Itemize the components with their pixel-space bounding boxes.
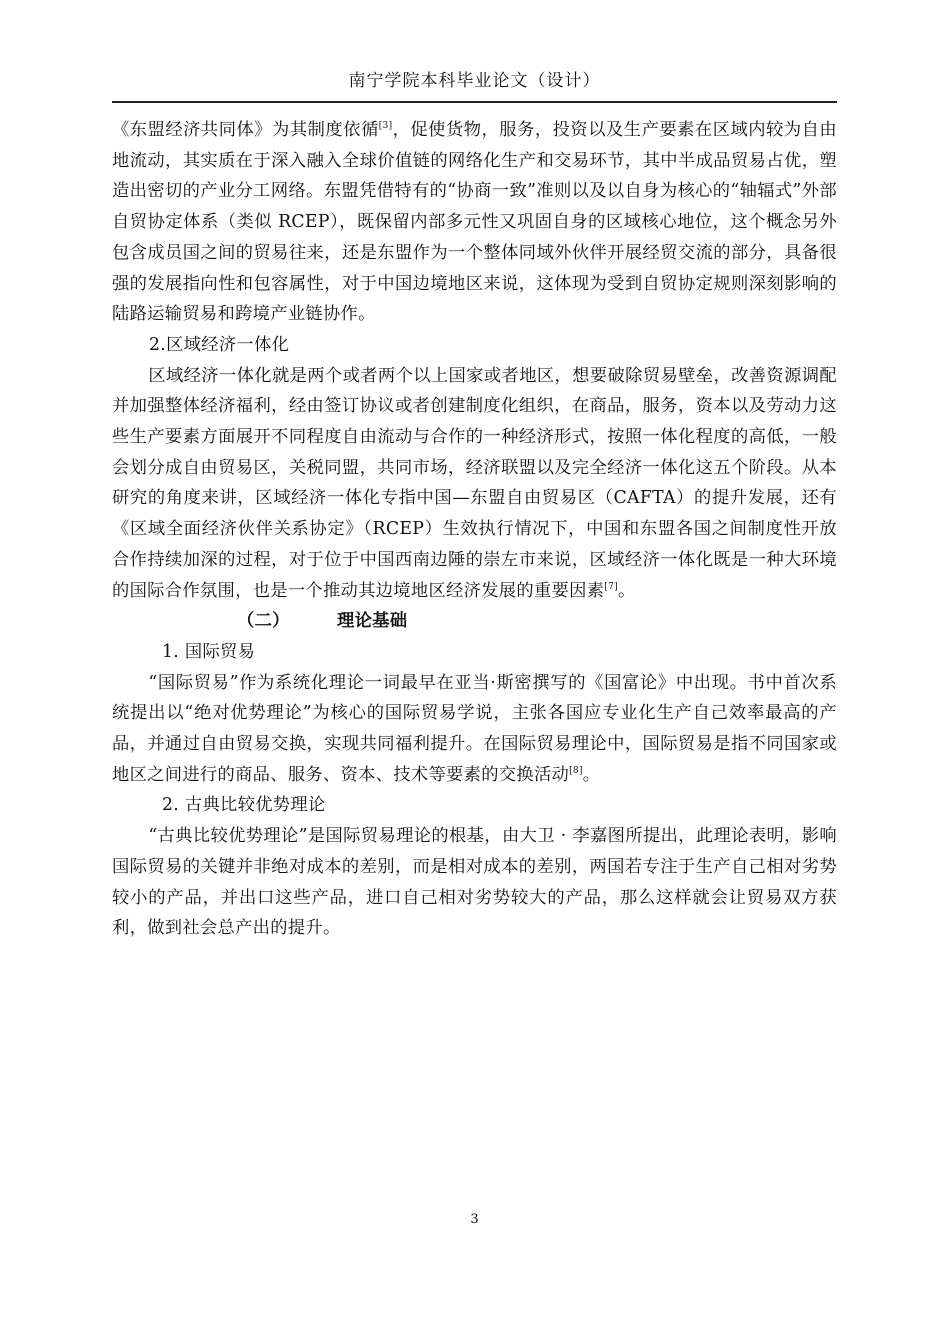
header-divider <box>112 101 837 103</box>
page-number: 3 <box>470 1212 479 1227</box>
paragraph-text: ，促使货物，服务，投资以及生产要素在区域内较为自由地流动，其实质在于深入融入全球价值链的网络化生产和交易环节，其中半成品贸易占优，塑造出密切的产业分工网络。东盟凭借特有的“协商一致”准则以及以自身为核心的“轴辐式”外部自贸协定体系（类似 RCEP），既保留内部多元性又巩固自身的区域核心地位，这个概念另外包含成员国之间的贸易往来，还是东盟作为一个整体同域外伙伴开展经贸交流的部分，具备很强的发展指向性和包容属性，对于中国边境地区来说，这体现为受到自贸协定规则深刻影响的陆路运输贸易和跨境产业链协作。 <box>112 120 837 325</box>
paragraph-asean-community <box>112 115 837 330</box>
page-body <box>112 115 837 944</box>
section-title: 理论基础 <box>337 611 408 632</box>
paragraph-text: 。 <box>617 580 636 601</box>
running-header-title: 南宁学院本科毕业论文（设计） <box>348 71 601 91</box>
section-number: （二） <box>237 611 290 632</box>
subheading-comparative-advantage: 2. 古典比较优势理论 <box>162 795 326 816</box>
citation-ref: [3] <box>378 121 393 132</box>
paragraph-text: 《东盟经济共同体》为其制度依循 <box>112 120 379 140</box>
subheading-international-trade: 1. 国际贸易 <box>162 641 256 662</box>
paragraph-text: “国际贸易”作为系统化理论一词最早在亚当·斯密撰写的《国富论》中出现。书中首次系统提出以“绝对优势理论”为核心的国际贸易学说，主张各国应专业化生产自己效率最高的产品，并通过自由贸易交换，实现共同福利提升。在国际贸易理论中，国际贸易是指不同国家或地区之间进行的商品、服务、资本、技术等要素的交换活动 <box>112 672 837 785</box>
paragraph-text: 区域经济一体化就是两个或者两个以上国家或者地区，想要破除贸易壁垒，改善资源调配并加强整体经济福利，经由签订协议或者创建制度化组织，在商品，服务，资本以及劳动力这些生产要素方面展开不同程度自由流动与合作的一种经济形式，按照一体化程度的高低，一般会划分成自由贸易区，关税同盟，共同市场，经济联盟以及完全经济一体化这五个阶段。从本研究的角度来讲，区域经济一体化专指中国—东盟自由贸易区（CAFTA）的提升发展，还有《区域全面经济伙伴关系协定》（RCEP）生效执行情况下，中国和东盟各国之间制度性开放合作持续加深的过程，对于位于中国西南边陲的崇左市来说，区域经济一体化既是一种大环境的国际合作氛围，也是一个推动其边境地区经济发展的重要因素 <box>112 365 837 601</box>
section-heading-theory <box>112 606 837 637</box>
citation-ref: [7] <box>604 581 618 592</box>
paragraph-regional-integration <box>112 361 837 607</box>
citation-ref: [8] <box>569 766 583 776</box>
paragraph-text: 。 <box>582 764 601 785</box>
paragraph-comparative-advantage: “古典比较优势理论”是国际贸易理论的根基，由大卫 · 李嘉图所提出，此理论表明，影响国际贸易的关键并非绝对成本的差别，而是相对成本的差别，两国若专注于生产自己相对劣势较小的产品，并出口这些产品，进口自己相对劣势较大的产品，那么这样就会让贸易双方获利，做到社会总产出的提升。 <box>112 826 837 939</box>
paragraph-international-trade <box>112 668 837 791</box>
item-heading-regional-integration: 2.区域经济一体化 <box>149 334 290 355</box>
